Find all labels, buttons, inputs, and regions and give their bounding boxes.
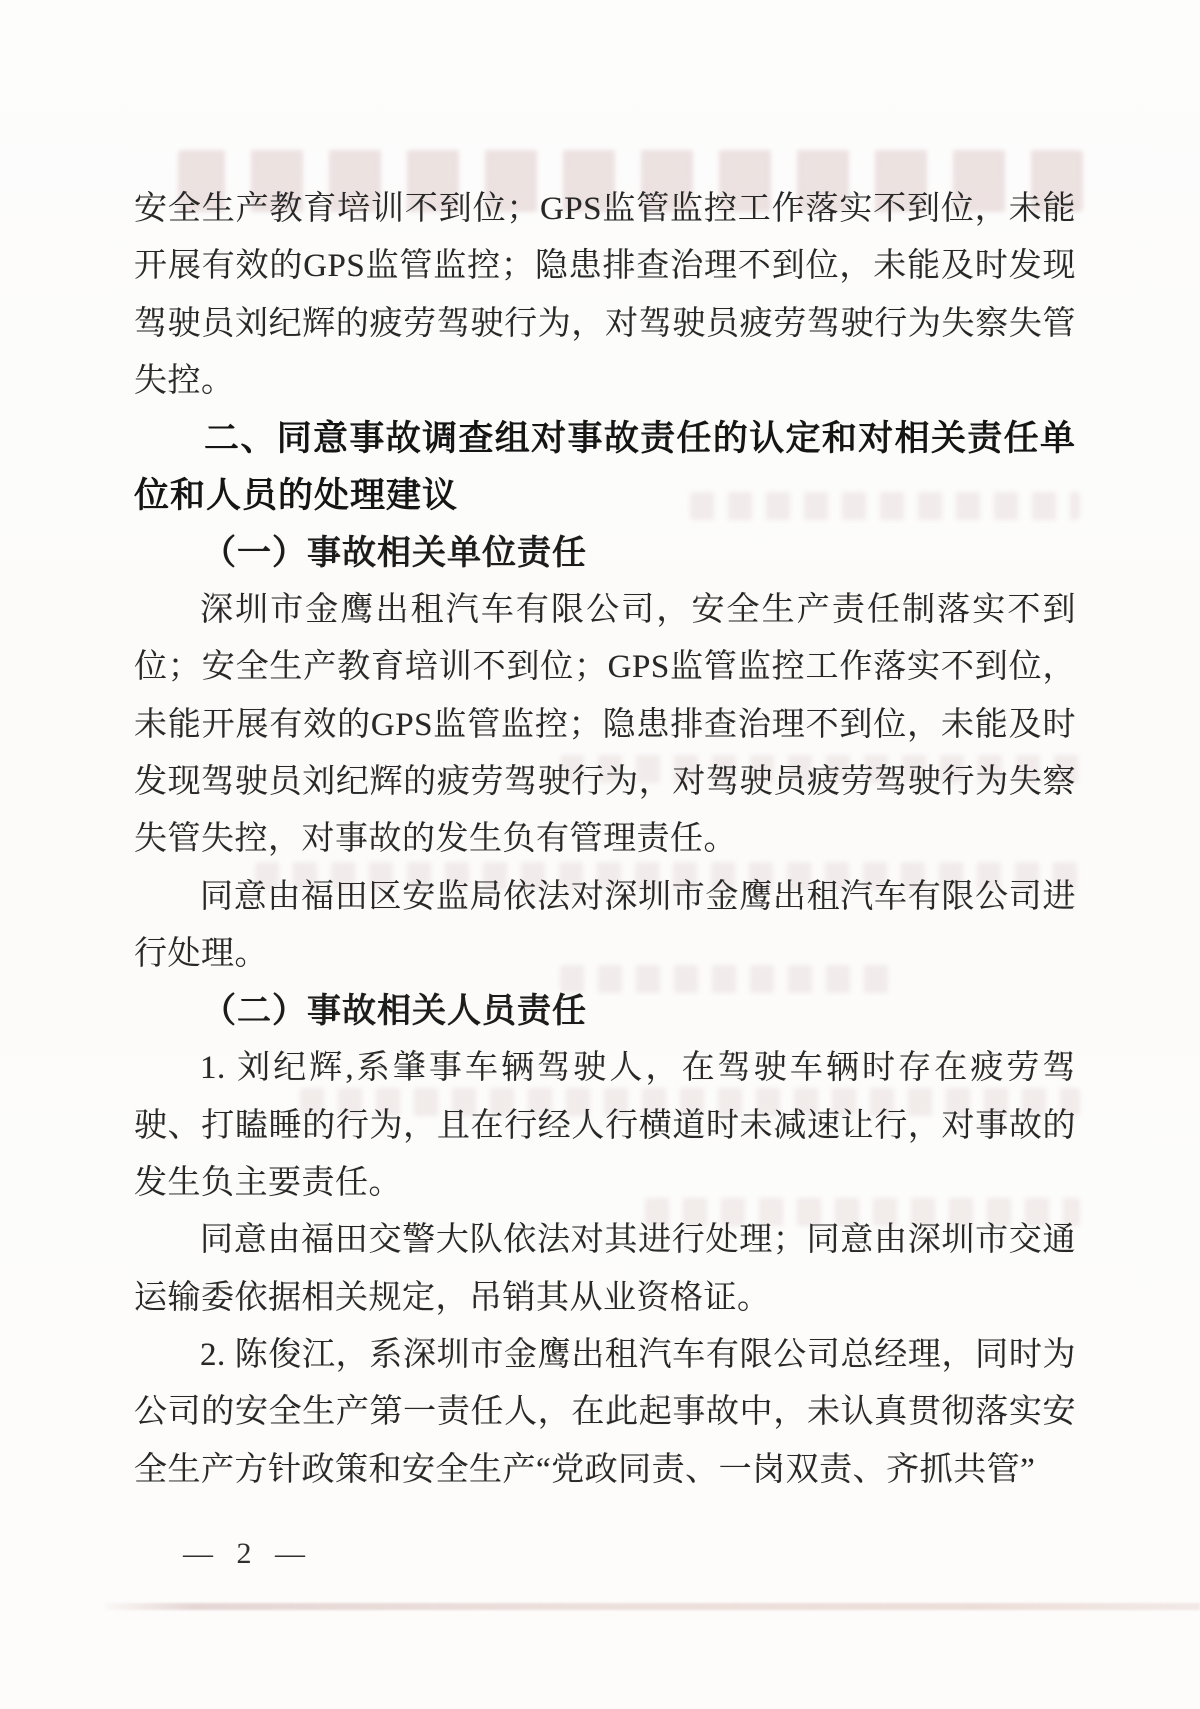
subsection-heading-unit-responsibility: （一）事故相关单位责任 xyxy=(202,534,587,572)
paragraph-continuation: 安全生产教育培训不到位；GPS监管监控工作落实不到位，未能开展有效的GPS监管监控；隐患排查治理不到位，未能及时发现驾驶员刘纪辉的疲劳驾驶行为，对驾驶员疲劳驾驶行为失察失管失控。 xyxy=(134,191,1076,399)
scan-artifact-streak xyxy=(105,1603,1200,1610)
section-heading-2: 二、同意事故调查组对事故责任的认定和对相关责任单位和人员的处理建议 xyxy=(134,419,1076,516)
page-number: — 2 — xyxy=(183,1537,313,1570)
subsection-heading-personnel-responsibility: （二）事故相关人员责任 xyxy=(202,993,587,1031)
paragraph-company-handling: 同意由福田区安监局依法对深圳市金鹰出租汽车有限公司进行处理。 xyxy=(134,878,1076,972)
paragraph-driver-responsibility: 1. 刘纪辉,系肇事车辆驾驶人，在驾驶车辆时存在疲劳驾驶、打瞌睡的行为，且在行经人行横道时未减速让行，对事故的发生负主要责任。 xyxy=(134,1050,1076,1202)
paragraph-company-responsibility: 深圳市金鹰出租汽车有限公司，安全生产责任制落实不到位；安全生产教育培训不到位；GPS监管监控工作落实不到位，未能开展有效的GPS监管监控；隐患排查治理不到位，未能及时发现驾驶员刘纪辉的疲劳驾驶行为，对驾驶员疲劳驾驶行为失察失管失控，对事故的发生负有管理责任。 xyxy=(134,592,1076,858)
paragraph-driver-handling: 同意由福田交警大队依法对其进行处理；同意由深圳市交通运输委依据相关规定，吊销其从业资格证。 xyxy=(134,1222,1076,1316)
paragraph-manager-responsibility: 2. 陈俊江，系深圳市金鹰出租汽车有限公司总经理，同时为公司的安全生产第一责任人，在此起事故中，未认真贯彻落实安全生产方针政策和安全生产“党政同责、一岗双责、齐抓共管” xyxy=(134,1336,1076,1488)
document-body xyxy=(134,181,1076,1499)
